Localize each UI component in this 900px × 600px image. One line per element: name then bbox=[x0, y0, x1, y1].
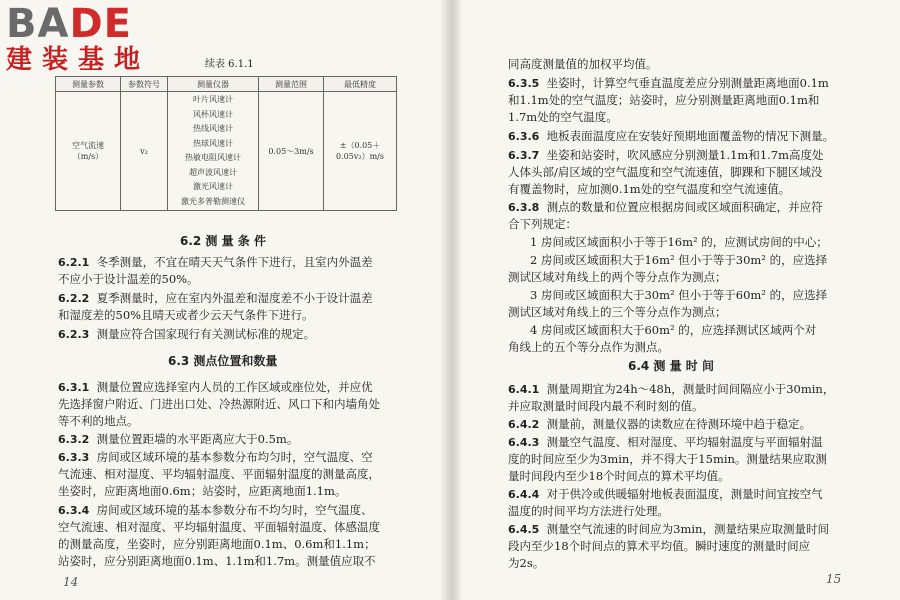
accuracy-cell: ±（0.05＋0.05v₂）m/s bbox=[324, 92, 397, 211]
clause-continuation: 同高度测量值的加权平均值。 bbox=[508, 57, 658, 71]
param-cell bbox=[56, 92, 121, 211]
book-gutter bbox=[440, 0, 462, 600]
instrument-item: 热敏电阻风速计 bbox=[185, 153, 241, 162]
clause-6-4-4-cont: 温度的时间平均方法进行处理。 bbox=[508, 504, 669, 518]
table-caption: 续表 6.1.1 bbox=[205, 59, 254, 70]
list-item-3-cont: 测试区域对角线上的三个等分点作为测点； bbox=[508, 305, 727, 319]
logo-chinese: 建装基地 bbox=[6, 45, 151, 75]
bade-logo bbox=[6, 1, 176, 76]
param-unit: （m/s） bbox=[72, 152, 104, 161]
clause-6-3-4-cont2: 的测量高度，坐姿时，应分别距离地面0.1m、0.6m和1.1m； bbox=[58, 537, 376, 551]
list-item-1: 1 房间或区域面积小于等于16m² 的，应测试房间的中心； bbox=[530, 235, 828, 249]
clause-6-3-5: 6.3.5 坐姿时，计算空气垂直温度差应分别测量距离地面0.1m bbox=[508, 76, 829, 90]
clause-6-3-7-cont: 人体头部/肩区域的空气温度和空气流速值，脚踝和下腿区域没 bbox=[508, 165, 823, 179]
instrument-item: 叶片风速计 bbox=[193, 95, 233, 104]
clause-6-3-4-cont3: 站姿时，应分别距离地面0.1m、1.1m和1.7m。测量值应取不 bbox=[58, 554, 376, 568]
clause-6-2-2-cont: 和湿度差的50%且晴天或者少云天气条件下进行。 bbox=[58, 308, 314, 322]
page-number-left: 14 bbox=[63, 575, 79, 589]
clause-6-3-4: 6.3.4 房间或区域环境的基本参数分布不均匀时，空气温度、 bbox=[58, 503, 373, 517]
clause-6-4-5: 6.4.5 测量空气流速的时间应为3min，测量结果应取测量时间 bbox=[508, 522, 829, 536]
logo-letters-de: DE bbox=[69, 1, 132, 47]
clause-6-2-1: 6.2.1 冬季测量，不宜在晴天天气条件下进行，且室内外温差 bbox=[58, 255, 373, 269]
header-param: 测量参数 bbox=[56, 77, 121, 92]
instrument-item: 热球风速计 bbox=[193, 138, 233, 148]
clause-6-4-2: 6.4.2 测量前，测量仪器的读数应在待测环境中趋于稳定。 bbox=[508, 417, 812, 431]
list-item-2: 2 房间或区域面积大于16m² 但小于等于30m² 的，应选择 bbox=[530, 253, 828, 267]
clause-6-3-2: 6.3.2 测量位置距墙的水平距离应大于0.5m。 bbox=[58, 432, 299, 446]
section-heading-6-4: 6.4 测 量 时 间 bbox=[628, 359, 714, 373]
header-symbol: 参数符号 bbox=[121, 77, 168, 92]
clause-6-3-7: 6.3.7 坐姿和站姿时，吹风感应分别测量1.1m和1.7m高度处 bbox=[508, 148, 824, 162]
clause-6-3-5-cont2: 1.7m处的空气温度。 bbox=[508, 110, 618, 124]
list-item-4-cont: 角线上的五个等分点作为测点。 bbox=[508, 340, 669, 354]
header-range: 测量范围 bbox=[259, 77, 324, 92]
clause-6-3-4-cont: 空气流速、相对湿度、平均辐射温度、平面辐射温度、体感温度 bbox=[58, 520, 380, 534]
clause-6-3-1: 6.3.1 测量位置应选择室内人员的工作区域或座位处，并应优 bbox=[58, 380, 373, 394]
clause-6-3-1-cont: 先选择窗户附近、门进出口处、冷热源附近、风口下和内墙角处 bbox=[58, 397, 380, 411]
clause-6-3-7-cont2: 有覆盖物时，应加测0.1m处的空气温度和空气流速值。 bbox=[508, 182, 791, 196]
list-item-3: 3 房间或区域面积大于30m² 但小于等于60m² 的，应选择 bbox=[530, 288, 828, 302]
range-cell: 0.05～3m/s bbox=[259, 92, 324, 211]
clause-6-4-3: 6.4.3 测量空气温度、相对湿度、平均辐射温度与平面辐射温 bbox=[508, 435, 823, 449]
clause-6-4-5-cont2: 为2s。 bbox=[508, 556, 545, 570]
clause-6-4-3-cont2: 量时间段内至少18个时间点的算术平均值。 bbox=[508, 469, 730, 483]
clause-6-2-3: 6.2.3 测量应符合国家现行有关测试标准的规定。 bbox=[58, 327, 316, 341]
instrument-item: 激光风速计 bbox=[193, 182, 233, 191]
clause-6-3-8: 6.3.8 测点的数量和位置应根据房间或区域面积确定，并应符 bbox=[508, 200, 823, 214]
clause-6-3-3: 6.3.3 房间或区域环境的基本参数分布均匀时，空气温度、空 bbox=[58, 450, 373, 464]
section-heading-6-2: 6.2 测 量 条 件 bbox=[180, 234, 266, 248]
header-accuracy: 最低精度 bbox=[324, 77, 397, 92]
clause-6-4-4: 6.4.4 对于供冷或供暖辐射地板表面温度，测量时间宜按空气 bbox=[508, 487, 823, 501]
instrument-cell bbox=[168, 92, 259, 211]
page-number-right: 15 bbox=[826, 572, 842, 586]
instrument-item: 风杯风速计 bbox=[193, 109, 233, 119]
continued-table bbox=[55, 76, 397, 211]
clause-6-3-5-cont: 和1.1m处的空气温度；站姿时，应分别测量距离地面0.1m和 bbox=[508, 93, 820, 107]
instrument-item: 热线风速计 bbox=[193, 124, 233, 133]
symbol-cell: v₂ bbox=[121, 92, 168, 211]
clause-6-3-8-cont: 合下列规定： bbox=[508, 217, 577, 231]
list-item-4: 4 房间或区域面积大于60m² 的，应选择测试区域两个对 bbox=[530, 323, 817, 337]
section-heading-6-3: 6.3 测点位置和数量 bbox=[168, 354, 278, 368]
instrument-item: 激光多普勒测速仪 bbox=[181, 196, 245, 206]
clause-6-2-2: 6.2.2 夏季测量时，应在室内外温差和湿度差不小于设计温差 bbox=[58, 291, 373, 305]
table-row bbox=[56, 92, 397, 211]
instrument-item: 超声波风速计 bbox=[189, 167, 237, 177]
clause-6-4-5-cont: 段内至少18个时间点的算术平均值。瞬时速度的测量时间应 bbox=[508, 539, 811, 553]
clause-6-3-6: 6.3.6 地板表面温度应在安装好预期地面覆盖物的情况下测量。 bbox=[508, 129, 835, 143]
clause-6-3-1-cont2: 等不利的地点。 bbox=[58, 414, 139, 428]
table-header-row bbox=[56, 77, 397, 92]
logo-letter-a: A bbox=[37, 1, 70, 47]
list-item-2-cont: 测试区域对角线上的两个等分点作为测点； bbox=[508, 270, 727, 284]
logo-letter-b: B bbox=[6, 1, 38, 47]
clause-6-4-1: 6.4.1 测量周期宜为24h～48h，测量时间间隔应小于30min， bbox=[508, 382, 835, 396]
clause-6-4-3-cont: 度的时间应至少为3min，并不得大于15min。测量结果应取测 bbox=[508, 452, 827, 466]
clause-6-3-3-cont2: 坐姿时，应距离地面0.6m；站姿时，应距离地面1.1m。 bbox=[58, 484, 347, 498]
header-instrument: 测量仪器 bbox=[168, 77, 259, 92]
clause-6-2-1-cont: 不应小于设计温差的50%。 bbox=[58, 272, 199, 286]
clause-6-4-1-cont: 并应取测量时间段内最不利时刻的值。 bbox=[508, 399, 704, 413]
param-name: 空气流速 bbox=[72, 141, 104, 150]
clause-6-3-3-cont: 气流速、相对湿度、平均辐射温度、平面辐射温度的测量高度， bbox=[58, 467, 380, 481]
